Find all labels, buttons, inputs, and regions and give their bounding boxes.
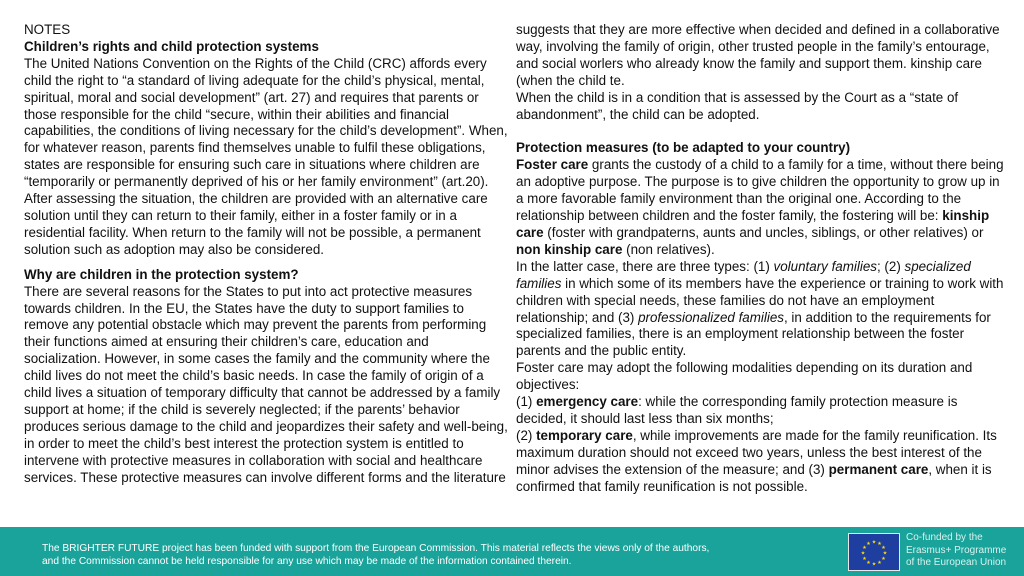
types-paragraph [516, 259, 1006, 360]
section-body-why: There are several reasons for the States to put into act protective measures towards children. In the EU, the States have the duty to support families to remove any potential obstacle which may prevent the parents from performing their functions aimed at ensuring their children’s care, education and socialization. However, in some cases the family and the community where the child lives do not meet the child’s basic needs. In case the family of origin of a child lives a situation of temporary difficulty that cannot be addressed by a family support at home; if the child is severely neglected; if the parents’ behavior produces serious damage to the child and jeopardizes their safety and well-being, in order to meet the child’s best interest the protection system is entitled to intervene with protective measures in collaboration with social and healthcare services. These protective measures can involve different forms and the literature [24, 283, 508, 485]
text-run: : while the corresponding family protection measure is decided, it should last less than six months; [516, 394, 958, 426]
svg-text:★: ★ [871, 539, 877, 546]
svg-text:★: ★ [866, 541, 871, 547]
term-temporary-care: temporary care [536, 427, 633, 443]
modalities-paragraph: Foster care may adopt the following modalities depending on its duration and objectives: [516, 360, 973, 393]
term-permanent-care: permanent care [828, 461, 929, 477]
text-run: (2) [516, 427, 537, 443]
eu-cofunding-label [906, 532, 1021, 570]
heading-text: Why are children in the protection system? [24, 266, 299, 282]
footer-band [0, 527, 1024, 576]
disclaimer-line: The BRIGHTER FUTURE project has been funded with support from the European Commission. This material reflects the views only of the authors, [42, 543, 710, 554]
left-column [24, 22, 508, 486]
text-run: (foster with grandpaterns, aunts and uncles, siblings, or other relatives) or [543, 224, 984, 240]
section-body-rights: The United Nations Convention on the Rights of the Child (CRC) affords every child the right to “a standard of living adequate for the child’s physical, mental, spiritual, moral and social development” (art. 27) and requires that parents or those responsible for the child “secure, within their abilities and financial capabilities, the conditions of living necessary for the child’s development”. When, for whatever reason, parents find themselves unable to fulfil these obligations, states are responsible for ensuring such care in situations where children are “temporarily or permanently deprived of his or her family environment” (art.20). After assessing the situation, the children are provided with an alternative care solution until they can return to their family, either in a foster family or in a residential facility. When return to the family will not be possible, a permanent solution such as adoption may also be considered. [24, 55, 508, 257]
term-non-kinship-care: non kinship care [516, 241, 623, 257]
term-kinship-care: kinship care [516, 208, 990, 240]
text-run: in which some of its members have the experience or training to work with children with special needs, these families do not have an employment relationship; and (3) [516, 275, 1004, 325]
eu-label-line: of the European Union [906, 557, 1007, 569]
text-run: , while improvements are made for the family reunification. Its maximum duration should not exceed two years, unless the best interest of the minor advises the extension of the measure; and (3) [516, 427, 997, 477]
svg-text:★: ★ [862, 545, 867, 551]
heading-text: Children’s rights and child protection systems [24, 38, 319, 54]
section-heading-rights [24, 39, 508, 56]
eu-flag-icon [848, 533, 900, 571]
svg-text:★: ★ [881, 545, 886, 551]
svg-text:★: ★ [877, 560, 882, 566]
disclaimer-line: and the Commission cannot be held responsible for any use which may be made of the information contained therein. [42, 556, 572, 567]
term-professionalized-families: professionalized families [638, 309, 784, 325]
right-column [516, 22, 1006, 495]
svg-text:★: ★ [871, 561, 877, 568]
eu-stars [849, 534, 899, 570]
modality-temporary-permanent [516, 428, 1006, 496]
protection-measures-heading [516, 140, 1006, 157]
continuation-paragraph: suggests that they are more effective when decided and defined in a collaborative way, involving the family of origin, other trusted people in the family’s entourage, and social worlers who already know the family and support them. kinship care (when the child te. [516, 22, 1000, 88]
spacer [516, 123, 1006, 140]
svg-text:★: ★ [877, 541, 882, 547]
svg-text:★: ★ [881, 556, 886, 562]
term-emergency-care: emergency care [536, 394, 639, 410]
text-run: ; (2) [876, 258, 905, 274]
section-heading-why [24, 267, 508, 284]
svg-text:★: ★ [882, 550, 888, 557]
svg-text:★: ★ [862, 556, 867, 562]
text-run: , in addition to the requirements for specialized families, there is an employment relationship between the foster parents and the public entity. [516, 309, 991, 359]
text-run: (1) [516, 394, 537, 410]
eu-label-line: Co-funded by the [906, 532, 983, 543]
spacer [24, 259, 508, 267]
eu-label-line: Erasmus+ Programme [906, 544, 1007, 556]
svg-text:★: ★ [866, 560, 871, 566]
text-run: , when it is confirmed that family reunification is not possible. [516, 461, 992, 494]
term-specialized-families: specialized families [516, 258, 971, 291]
foster-care-paragraph [516, 157, 1006, 258]
text-run: grants the custody of a child to a family for a time, without there being an adoptive purpose. The purpose is to give children the opportunity to grow up in a more favorable family environment than the original one. According to the relationship between children and the foster family, the fostering will be: [516, 157, 1004, 224]
svg-text:★: ★ [860, 550, 866, 557]
term-voluntary-families: voluntary families [773, 258, 877, 274]
heading-text: Protection measures (to be adapted to your country) [516, 140, 851, 156]
funding-disclaimer [42, 542, 802, 568]
term-foster-care: Foster care [516, 157, 589, 173]
text-run: (non relatives). [622, 241, 715, 257]
modality-emergency [516, 394, 1006, 428]
text-run: In the latter case, there are three types: (1) [516, 258, 774, 274]
notes-label: NOTES [24, 22, 71, 37]
court-paragraph: When the child is in a condition that is assessed by the Court as a “state of abandonment”, the child can be adopted. [516, 89, 959, 122]
